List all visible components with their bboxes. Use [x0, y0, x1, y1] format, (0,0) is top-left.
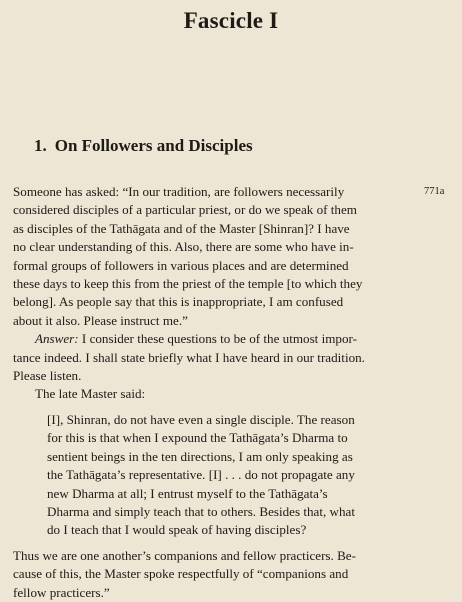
section-number: 1.	[34, 136, 47, 155]
text-line: cause of this, the Master spoke respectfully of “companions and	[13, 566, 349, 582]
text-line: Thus we are one another’s companions and fellow practicers. Be-	[13, 547, 356, 563]
text-line: fellow practicers.”	[13, 584, 110, 600]
quote-line: do I teach that I would speak of having disciples?	[47, 522, 307, 538]
text-line: formal groups of followers in various places and are determined	[13, 257, 349, 273]
text-line: Please listen.	[13, 368, 82, 384]
answer-paragraph	[13, 330, 413, 404]
text-line: considered disciples of a particular priest, or do we speak of them	[13, 202, 357, 218]
margin-reference: 771a	[424, 186, 445, 197]
quote-line: the Tathāgata’s representative. [I] . . . do not propagate any	[47, 467, 355, 483]
quote-line: new Dharma at all; I entrust myself to the Tathāgata’s	[47, 485, 328, 501]
text-line: these days to keep this from the priest of the temple [to which they	[13, 276, 363, 292]
text-line: no clear understanding of this. Also, there are some who have in-	[13, 239, 354, 255]
text-line: as disciples of the Tathāgata and of the Master [Shinran]? I have	[13, 220, 350, 236]
answer-label: Answer:	[35, 331, 79, 347]
section-heading	[34, 136, 253, 156]
page-title: Fascicle I	[183, 8, 279, 33]
quote-line: sentient beings in the ten directions, I am only speaking as	[47, 448, 353, 464]
quote-line: Dharma and simply teach that to others. Besides that, what	[47, 503, 355, 519]
body-text	[13, 183, 413, 602]
text-line: Someone has asked: “In our tradition, are followers necessarily	[13, 184, 345, 199]
block-quote	[13, 411, 413, 540]
closing-paragraph	[13, 547, 413, 602]
text-line: about it also. Please instruct me.”	[13, 312, 188, 328]
text-line: The late Master said:	[35, 386, 146, 402]
quote-line: [I], Shinran, do not have even a single disciple. The reason	[47, 411, 355, 427]
text-line	[13, 330, 413, 348]
text-line: belong]. As people say that this is inappropriate, I am confused	[13, 294, 344, 310]
text-line: tance indeed. I shall state briefly what I have heard in our tradition.	[13, 349, 365, 365]
question-paragraph	[13, 183, 413, 330]
section-title: On Followers and Disciples	[54, 136, 253, 155]
quote-line: for this is that when I expound the Tathāgata’s Dharma to	[47, 430, 348, 446]
answer-text: I consider these questions to be of the utmost impor-	[78, 331, 357, 347]
